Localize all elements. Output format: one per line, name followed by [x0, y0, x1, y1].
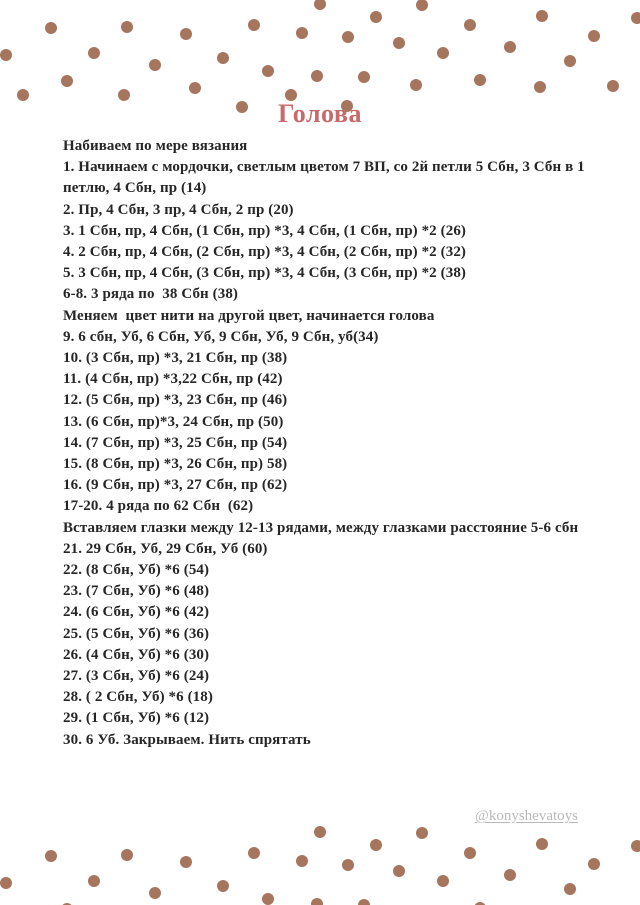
polka-dot — [416, 0, 428, 11]
instruction-line: 27. (3 Сбн, Уб) *6 (24) — [63, 668, 210, 685]
polka-dot — [262, 893, 274, 905]
polka-dot — [0, 877, 12, 889]
instruction-line: Набиваем по мере вязания — [63, 138, 248, 154]
polka-dot — [311, 70, 323, 82]
polka-dot — [88, 875, 100, 887]
polka-dot — [189, 82, 201, 94]
instruction-line: 15. (8 Сбн, пр) *3, 26 Сбн, пр) 58) — [63, 456, 288, 473]
instruction-line: 3. 1 Сбн, пр, 4 Сбн, (1 Сбн, пр) *3, 4 Сбн, (1 Сбн, пр) *2 (26) — [63, 222, 467, 239]
polka-dot — [358, 899, 370, 905]
polka-dot — [121, 21, 133, 33]
polka-dot — [180, 856, 192, 868]
instruction-line: 14. (7 Сбн, пр) *3, 25 Сбн, пр (54) — [63, 434, 288, 451]
polka-dot — [121, 849, 133, 861]
polka-dot — [437, 875, 449, 887]
instruction-line: 5. 3 Сбн, пр, 4 Сбн, (3 Сбн, пр) *3, 4 Сбн, (3 Сбн, пр) *2 (38) — [63, 265, 467, 282]
polka-dot — [0, 49, 12, 61]
polka-dot — [217, 52, 229, 64]
instruction-line: 23. (7 Сбн, Уб) *6 (48) — [63, 583, 210, 600]
page-title: Голова — [278, 99, 362, 128]
instruction-line: 30. 6 Уб. Закрываем. Нить спрятать — [63, 731, 311, 748]
instruction-line: 17-20. 4 ряда по 62 Сбн (62) — [63, 498, 254, 515]
polka-dot — [296, 855, 308, 867]
polka-dot — [464, 847, 476, 859]
instruction-line: 10. (3 Сбн, пр) *3, 21 Сбн, пр (38) — [63, 350, 288, 367]
polka-dot — [296, 27, 308, 39]
polka-dot — [262, 65, 274, 77]
polka-dot — [311, 898, 323, 905]
polka-dot — [504, 41, 516, 53]
instruction-line: 26. (4 Сбн, Уб) *6 (30) — [63, 646, 210, 663]
instruction-line: 9. 6 сбн, Уб, 6 Сбн, Уб, 9 Сбн, Уб, 9 Сбн, уб(34) — [63, 328, 379, 345]
polka-dot — [45, 850, 57, 862]
polka-dot — [248, 19, 260, 31]
polka-dot — [631, 12, 640, 24]
polka-dot — [180, 28, 192, 40]
instruction-line: 6-8. 3 ряда по 38 Сбн (38) — [63, 286, 239, 303]
instruction-line: 29. (1 Сбн, Уб) *6 (12) — [63, 710, 210, 727]
instruction-line: 21. 29 Сбн, Уб, 29 Сбн, Уб (60) — [63, 540, 268, 557]
instruction-line: петлю, 4 Сбн, пр (14) — [63, 180, 207, 197]
instruction-line: 22. (8 Сбн, Уб) *6 (54) — [63, 562, 210, 579]
polka-dot — [314, 0, 326, 10]
instruction-line: 12. (5 Сбн, пр) *3, 23 Сбн, пр (46) — [63, 392, 288, 409]
polka-dot — [536, 838, 548, 850]
polka-dot — [149, 887, 161, 899]
instruction-line: 16. (9 Сбн, пр) *3, 27 Сбн, пр (62) — [63, 477, 288, 494]
instruction-line: 13. (6 Сбн, пр)*3, 24 Сбн, пр (50) — [63, 413, 284, 430]
polka-dot — [474, 74, 486, 86]
instruction-line: Меняем цвет нити на другой цвет, начинается голова — [63, 307, 435, 324]
polka-dot — [248, 847, 260, 859]
polka-dot — [607, 80, 619, 92]
polka-dot — [536, 10, 548, 22]
polka-dot — [437, 47, 449, 59]
polka-dot — [631, 840, 640, 852]
pattern-instructions — [63, 136, 608, 751]
instruction-line: 25. (5 Сбн, Уб) *6 (36) — [63, 625, 210, 642]
polka-dot — [370, 11, 382, 23]
polka-dot — [61, 75, 73, 87]
polka-dot — [588, 858, 600, 870]
instruction-line: 1. Начинаем с мордочки, светлым цветом 7 ВП, со 2й петли 5 Сбн, 3 Сбн в 1 — [63, 159, 585, 176]
polka-dot — [149, 59, 161, 71]
polka-dot — [588, 30, 600, 42]
polka-dot — [393, 865, 405, 877]
instruction-line: 28. ( 2 Сбн, Уб) *6 (18) — [63, 689, 213, 706]
polka-dot — [564, 883, 576, 895]
polka-dot — [410, 79, 422, 91]
instruction-line: 2. Пр, 4 Сбн, 3 пр, 4 Сбн, 2 пр (20) — [63, 201, 294, 218]
polka-dot — [45, 22, 57, 34]
polka-dot — [504, 869, 516, 881]
polka-dot — [534, 81, 546, 93]
polka-dot — [342, 31, 354, 43]
polka-dot — [464, 19, 476, 31]
watermark-handle: @konyshevatoys — [475, 808, 578, 824]
instruction-line: 24. (6 Сбн, Уб) *6 (42) — [63, 604, 210, 621]
instruction-line: Вставляем глазки между 12-13 рядами, между глазками расстояние 5-6 сбн — [63, 519, 579, 536]
instruction-line: 4. 2 Сбн, пр, 4 Сбн, (2 Сбн, пр) *3, 4 Сбн, (2 Сбн, пр) *2 (32) — [63, 244, 467, 261]
polka-dot — [370, 839, 382, 851]
instruction-line: 11. (4 Сбн, пр) *3,22 Сбн, пр (42) — [63, 371, 283, 388]
polka-dot — [217, 880, 229, 892]
polka-dot — [314, 826, 326, 838]
polka-dot — [393, 37, 405, 49]
polka-dot — [416, 827, 428, 839]
polka-dot — [342, 859, 354, 871]
polka-dot — [564, 55, 576, 67]
polka-dot — [358, 71, 370, 83]
polka-dot — [88, 47, 100, 59]
